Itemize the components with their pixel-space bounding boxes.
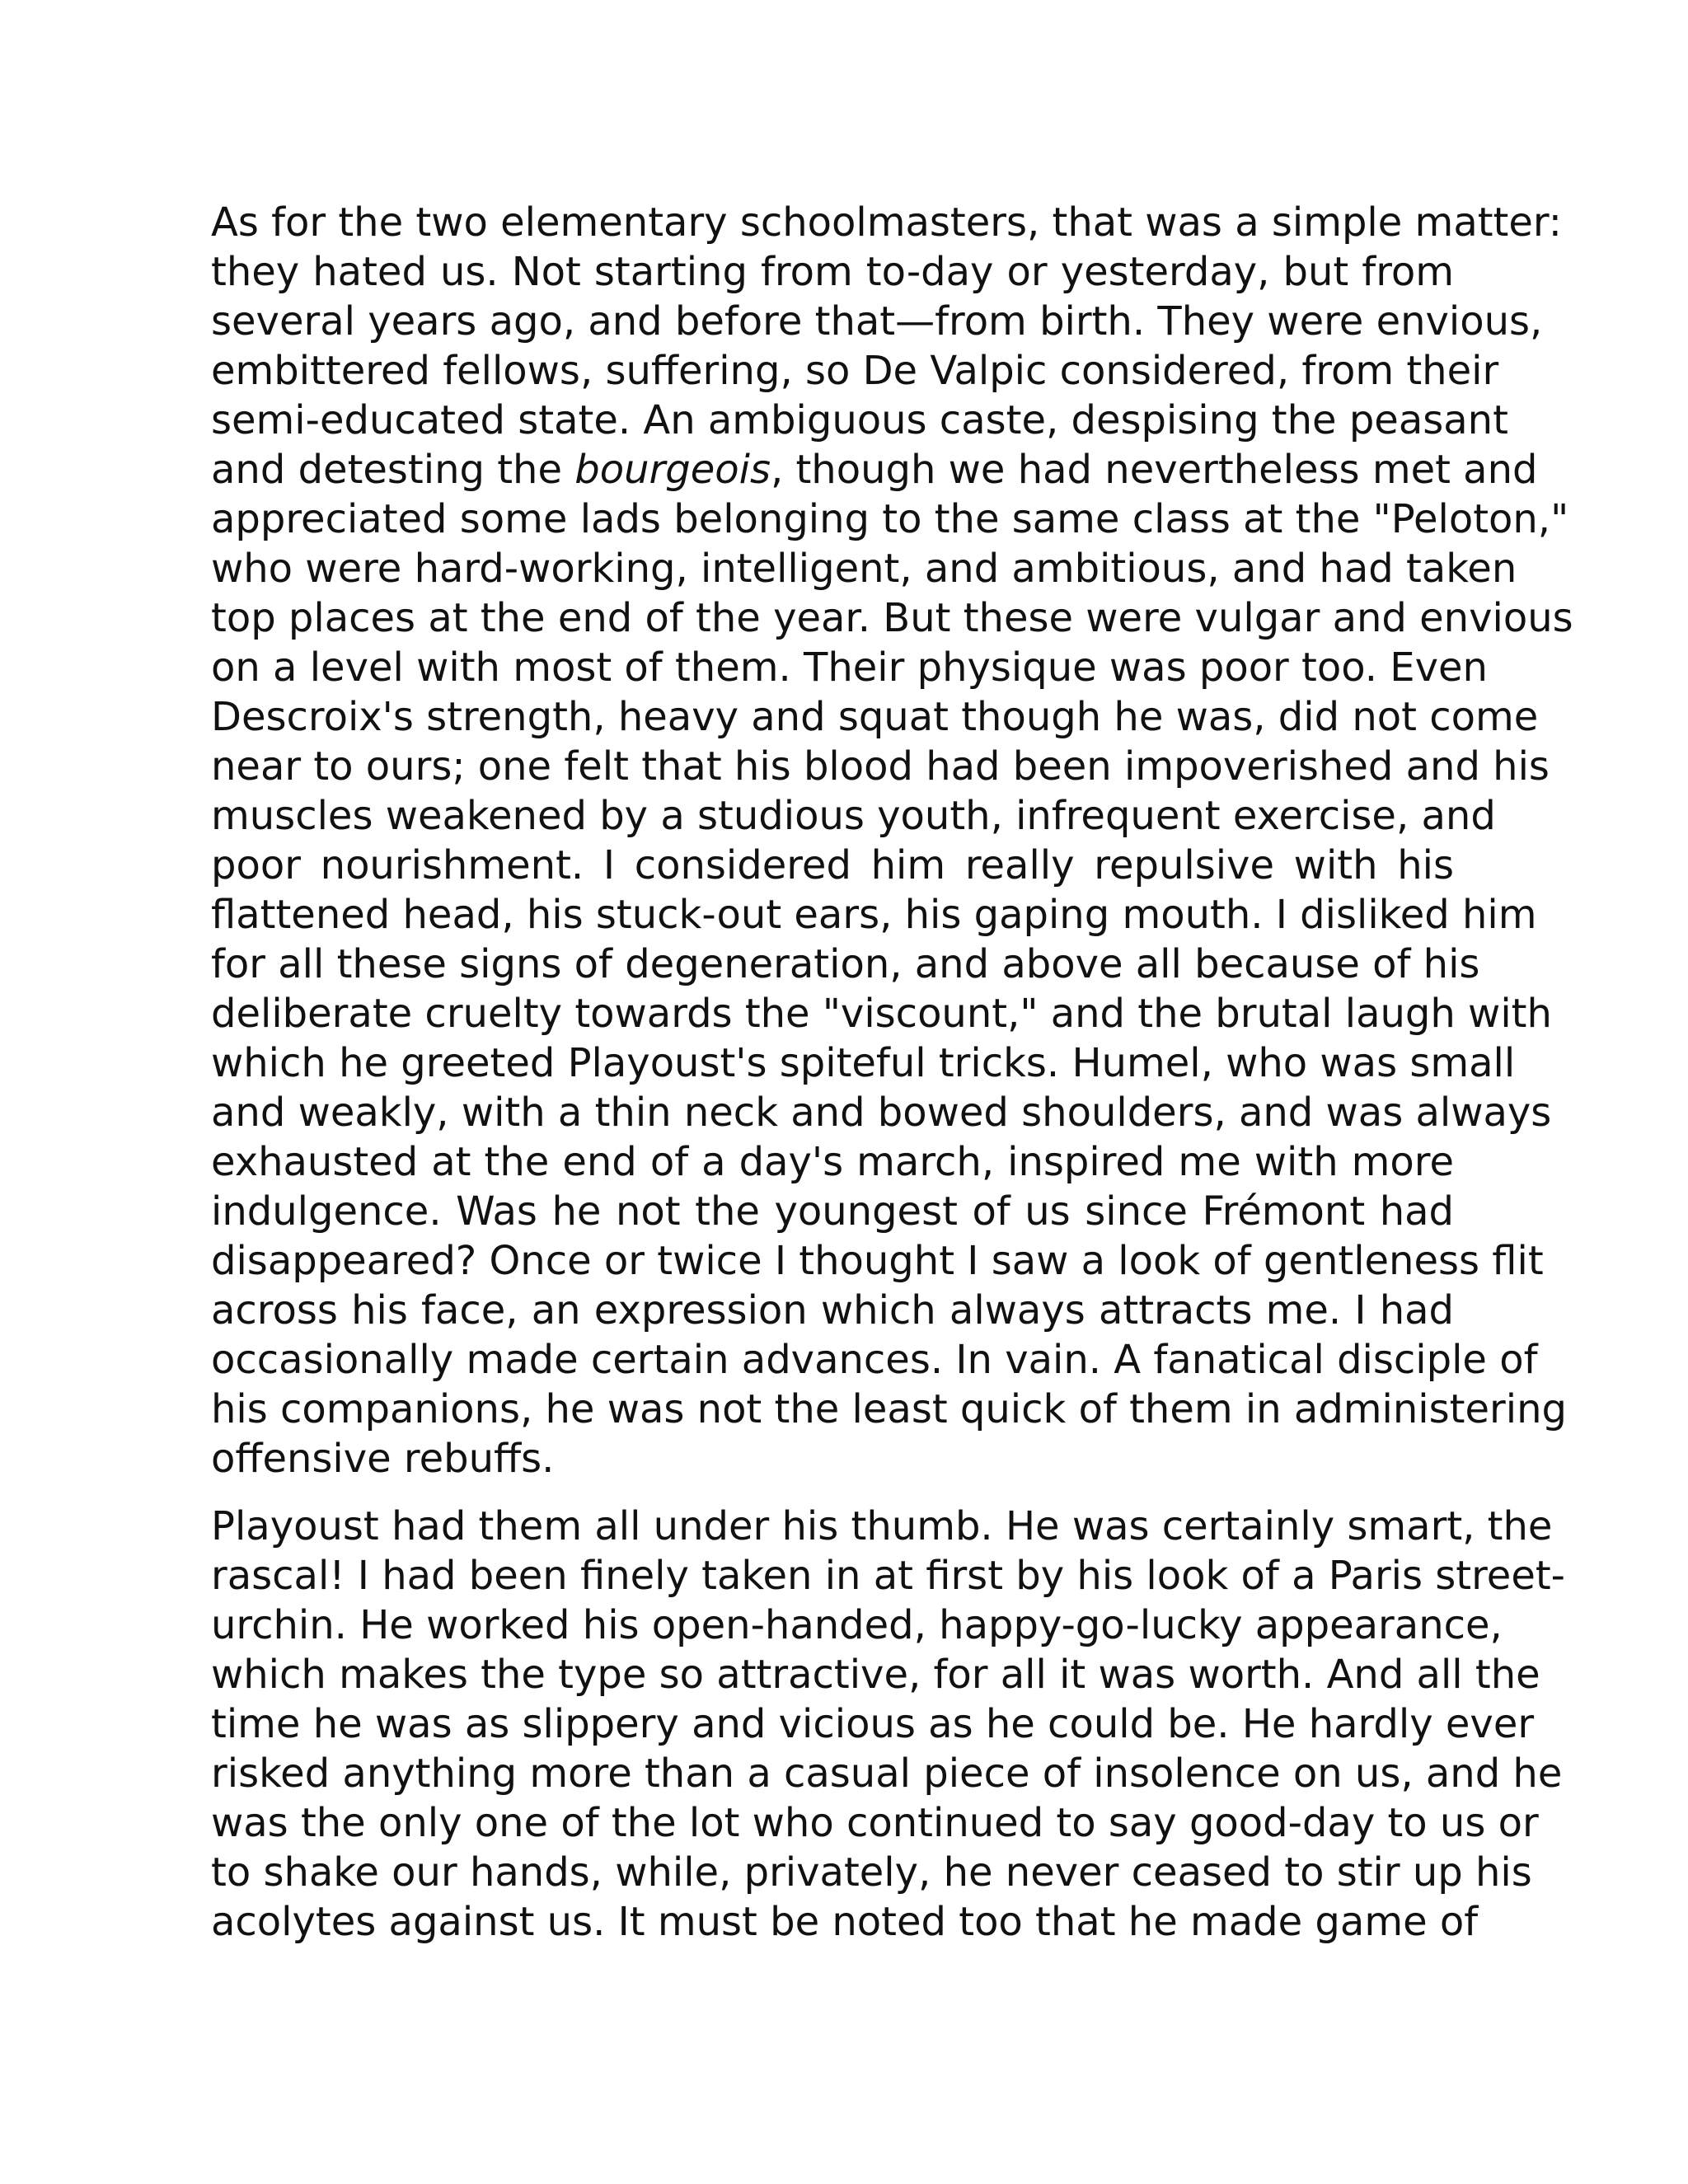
text-line	[211, 1038, 1516, 1088]
text-segment: near to ours; one felt that his blood had been impoverished and his	[211, 743, 1550, 790]
text-segment: indulgence. Was he not the youngest of us since Frémont had	[211, 1188, 1454, 1235]
text-segment: As for the two elementary schoolmasters, that was a simple matter:	[211, 199, 1562, 246]
text-line	[211, 198, 1562, 247]
text-line	[211, 1650, 1540, 1699]
text-line	[211, 890, 1537, 940]
text-line	[211, 445, 1538, 494]
text-segment: semi-educated state. An ambiguous caste, despising the peasant	[211, 397, 1508, 443]
text-segment: for all these signs of degeneration, and above all because of his	[211, 941, 1480, 987]
page-text	[211, 198, 1573, 1965]
text-line	[211, 1749, 1563, 1798]
text-line	[211, 791, 1496, 841]
text-segment: Playoust had them all under his thumb. He was certainly smart, the	[211, 1503, 1553, 1549]
text-segment: Descroix's strength, heavy and squat though he was, did not come	[211, 694, 1539, 740]
text-segment: occasionally made certain advances. In vain. A fanatical disciple of	[211, 1337, 1538, 1383]
text-segment: deliberate cruelty towards the "viscount," and the brutal laugh with	[211, 991, 1552, 1037]
text-line	[211, 1286, 1454, 1335]
text-line	[211, 1236, 1544, 1286]
text-segment: urchin. He worked his open-handed, happy-go-lucky appearance,	[211, 1602, 1503, 1648]
text-line	[211, 643, 1488, 692]
text-segment: rascal! I had been finely taken in at first by his look of a Paris street-	[211, 1553, 1565, 1599]
text-line	[211, 593, 1573, 643]
italic-text-segment: bourgeois	[574, 447, 771, 493]
text-segment: appreciated some lads belonging to the same class at the "Peloton,"	[211, 496, 1569, 542]
text-line	[211, 989, 1552, 1038]
text-segment: exhausted at the end of a day's march, inspired me with more	[211, 1139, 1454, 1185]
text-line	[211, 544, 1517, 593]
text-segment: acolytes against us. It must be noted too that he made game of	[211, 1899, 1479, 1945]
paragraph-1	[211, 198, 1573, 1483]
text-segment: to shake our hands, while, privately, he never ceased to stir up his	[211, 1849, 1532, 1896]
paragraph-2	[211, 1502, 1565, 1947]
text-line	[211, 1335, 1538, 1385]
text-line	[211, 940, 1480, 989]
text-line	[211, 1385, 1567, 1434]
text-segment: muscles weakened by a studious youth, infrequent exercise, and	[211, 793, 1496, 839]
text-line	[211, 1434, 1454, 1483]
text-segment: his companions, he was not the least quick of them in administering	[211, 1386, 1567, 1432]
text-segment: was the only one of the lot who continued to say good-day to us or	[211, 1800, 1539, 1846]
text-line	[211, 1137, 1454, 1187]
text-segment: offensive rebuffs.	[211, 1436, 555, 1482]
text-line	[211, 1601, 1503, 1650]
text-line	[211, 742, 1550, 791]
text-segment: across his face, an expression which always attracts me. I had	[211, 1287, 1454, 1333]
text-line	[211, 1187, 1454, 1236]
text-segment: flattened head, his stuck-out ears, his gaping mouth. I disliked him	[211, 892, 1537, 938]
text-line	[211, 396, 1508, 445]
text-line	[211, 1502, 1553, 1551]
text-segment: who were hard-working, intelligent, and ambitious, and had taken	[211, 546, 1517, 592]
text-line	[211, 1551, 1565, 1601]
text-segment: and weakly, with a thin neck and bowed shoulders, and was always	[211, 1090, 1552, 1136]
text-segment: disappeared? Once or twice I thought I saw a look of gentleness flit	[211, 1238, 1544, 1284]
text-line	[211, 692, 1539, 742]
text-segment: embittered fellows, suffering, so De Valpic considered, from their	[211, 348, 1499, 394]
text-segment: they hated us. Not starting from to-day or yesterday, but from	[211, 249, 1454, 295]
text-segment: risked anything more than a casual piece of insolence on us, and he	[211, 1750, 1563, 1797]
text-line	[211, 494, 1569, 544]
text-segment: several years ago, and before that—from birth. They were envious,	[211, 298, 1543, 344]
text-segment: on a level with most of them. Their physique was poor too. Even	[211, 644, 1488, 691]
text-line	[211, 297, 1543, 346]
text-segment: which makes the type so attractive, for all it was worth. And all the	[211, 1652, 1540, 1698]
text-line	[211, 1088, 1552, 1137]
text-line	[211, 247, 1454, 297]
text-segment: which he greeted Playoust's spiteful tricks. Humel, who was small	[211, 1040, 1516, 1086]
text-line	[211, 1699, 1535, 1749]
text-segment: poor nourishment. I considered him really repulsive with his	[211, 842, 1454, 888]
text-line	[211, 841, 1454, 890]
text-line	[211, 1897, 1479, 1947]
text-line	[211, 1848, 1532, 1897]
text-line	[211, 1798, 1539, 1848]
text-segment: time he was as slippery and vicious as he could be. He hardly ever	[211, 1701, 1535, 1747]
text-segment: and detesting the	[211, 447, 575, 493]
text-segment: , though we had nevertheless met and	[770, 447, 1538, 493]
text-line	[211, 346, 1499, 396]
text-segment: top places at the end of the year. But these were vulgar and envious	[211, 595, 1573, 641]
